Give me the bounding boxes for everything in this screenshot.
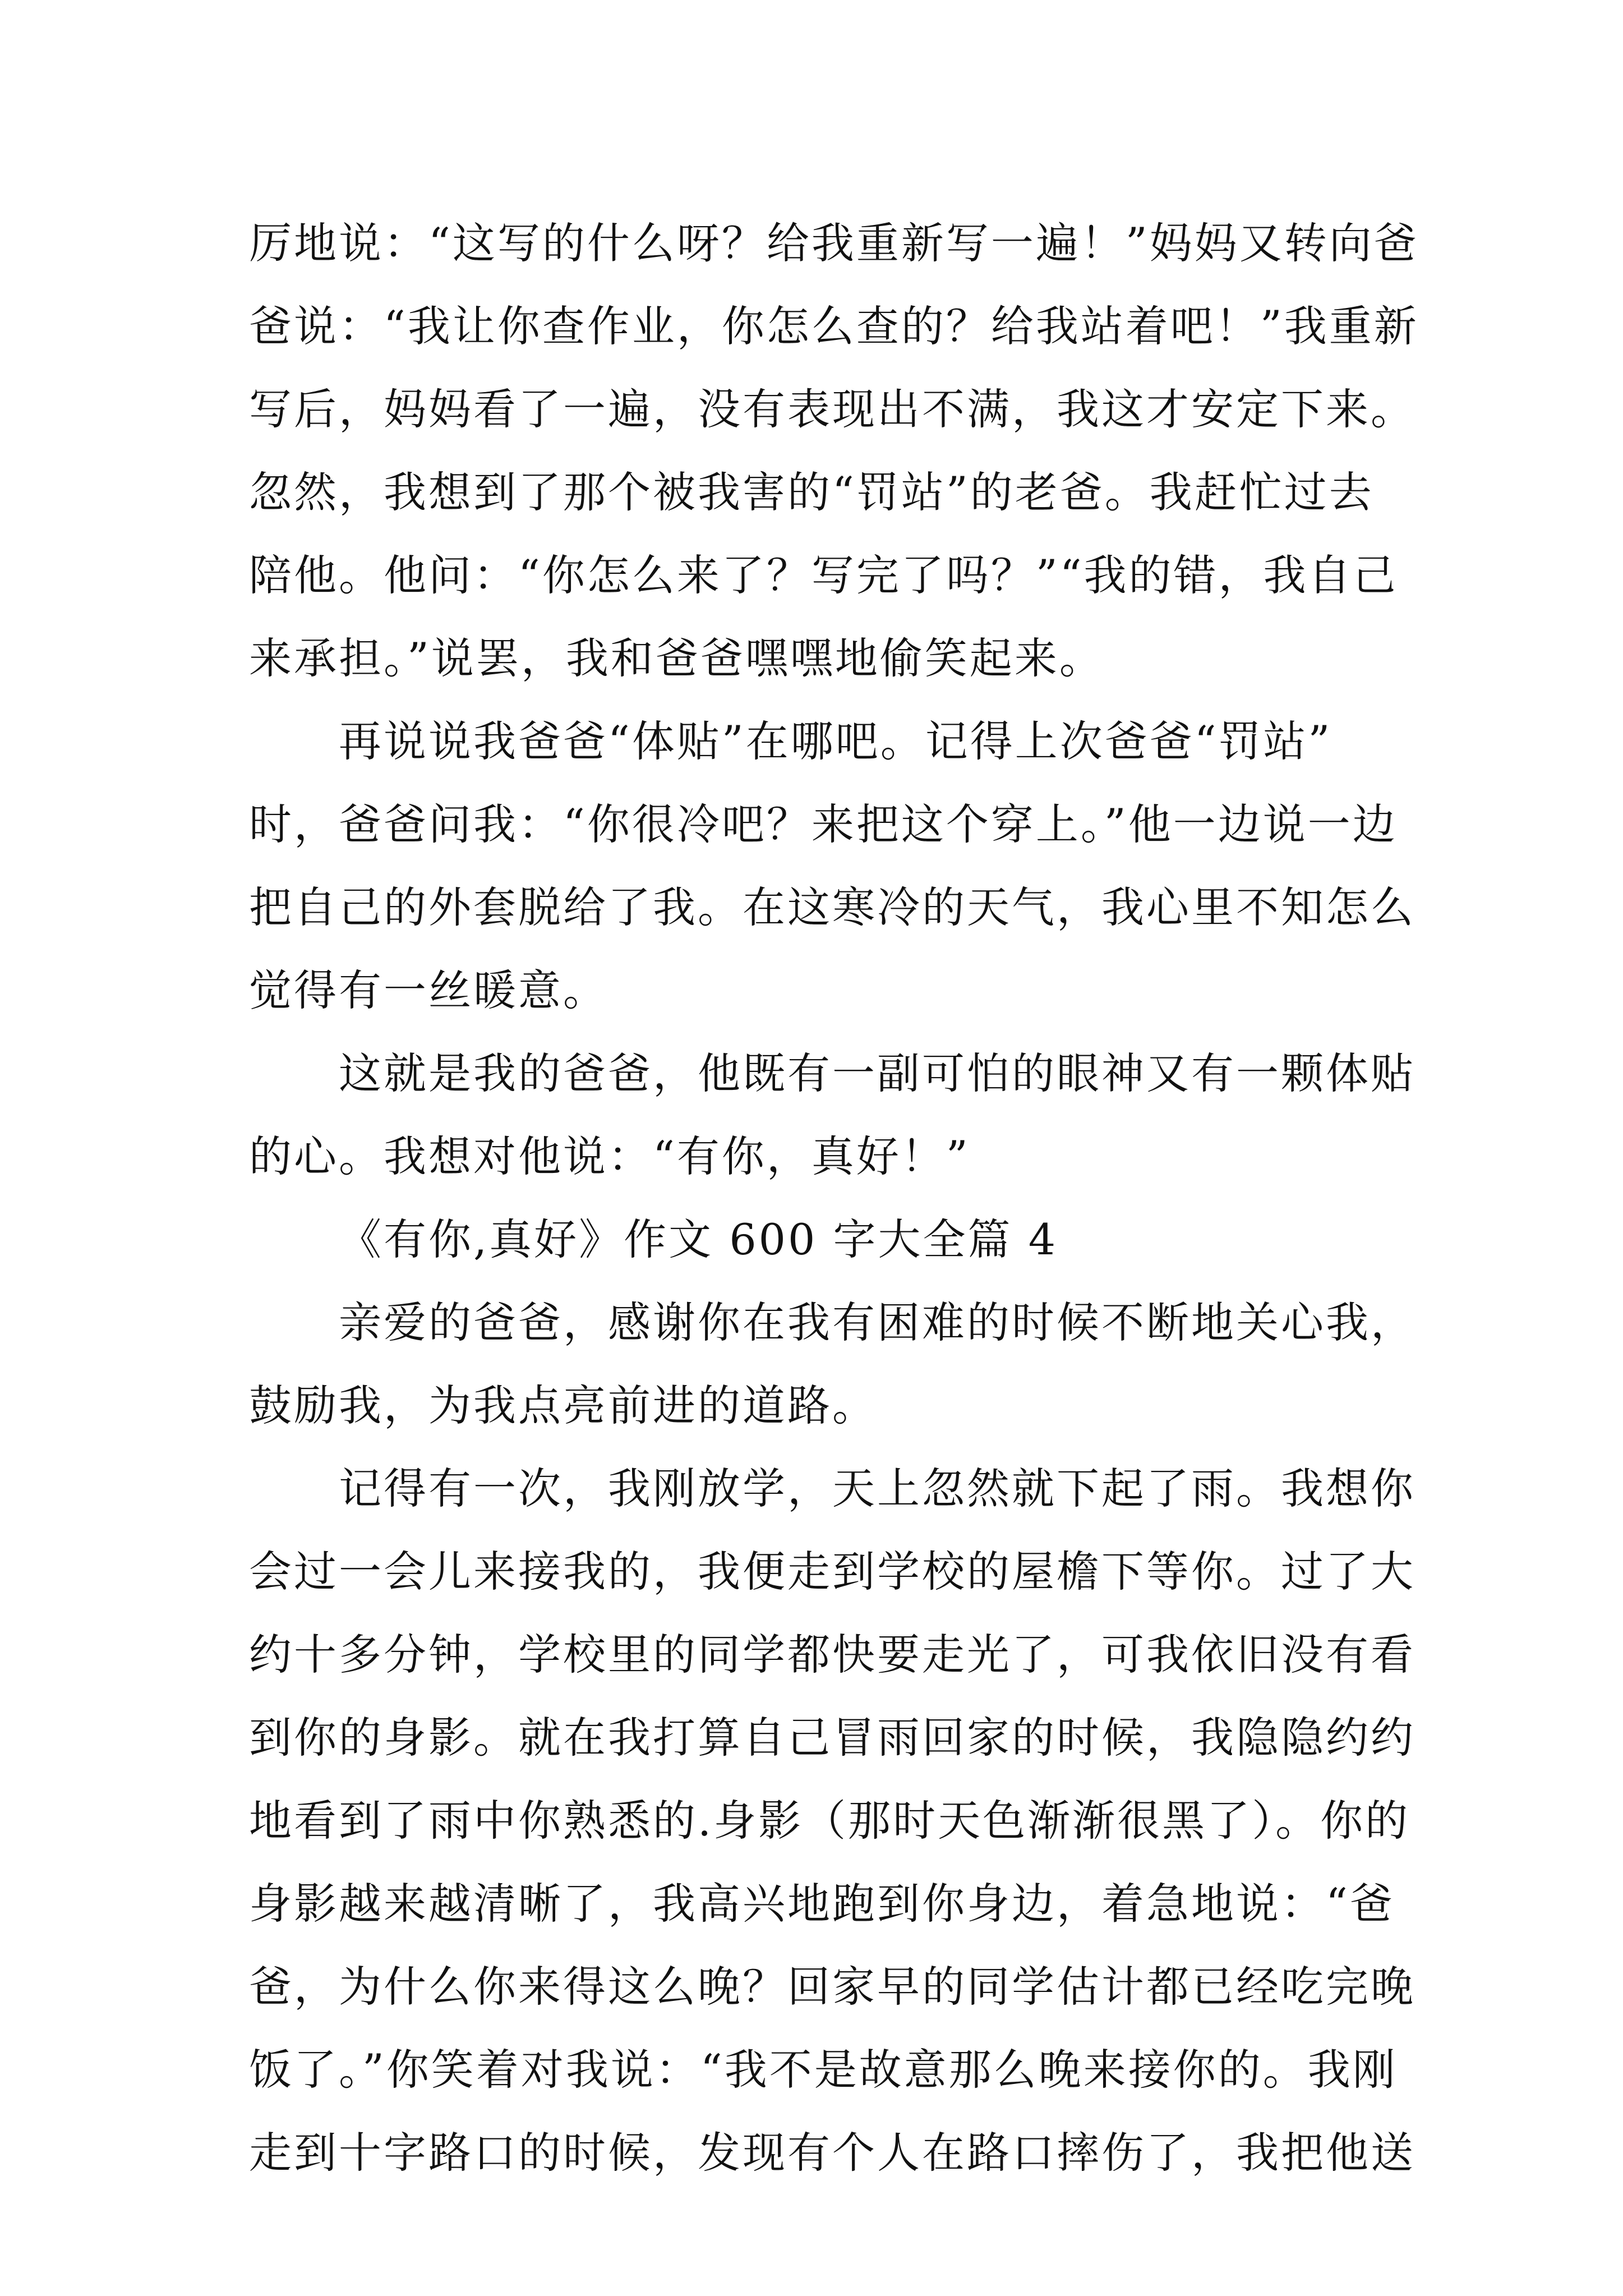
text-line: 厉地说：“这写的什么呀？给我重新写一遍！”妈妈又转向爸 bbox=[249, 218, 1419, 268]
text-line: 爸说：“我让你查作业，你怎么查的？给我站着吧！”我重新 bbox=[249, 301, 1419, 351]
text-line: 到你的身影。就在我打算自己冒雨回家的时候，我隐隐约约 bbox=[249, 1713, 1415, 1763]
text-line: 鼓励我，为我点亮前进的道路。 bbox=[249, 1381, 877, 1430]
text-line: 陪他。他问：“你怎么来了？写完了吗？”“我的错，我自己 bbox=[249, 550, 1398, 600]
text-line: 忽然，我想到了那个被我害的“罚站”的老爸。我赶忙过去 bbox=[249, 467, 1374, 517]
paragraph-4 bbox=[249, 1281, 1415, 1447]
text-line: 记得有一次，我刚放学，天上忽然就下起了雨。我想你 bbox=[339, 1464, 1415, 1513]
section-heading bbox=[249, 1198, 1376, 1281]
text-line: 来承担。”说罢，我和爸爸嘿嘿地偷笑起来。 bbox=[249, 633, 1104, 683]
text-line: 约十多分钟，学校里的同学都快要走光了，可我依旧没有看 bbox=[249, 1630, 1415, 1680]
paragraph-5 bbox=[249, 1447, 1415, 2194]
text-line: 亲爱的爸爸，感谢你在我有困难的时候不断地关心我， bbox=[339, 1297, 1415, 1347]
text-line: 这就是我的爸爸，他既有一副可怕的眼神又有一颗体贴 bbox=[339, 1048, 1415, 1098]
text-line: 走到十字路口的时候，发现有个人在路口摔伤了，我把他送 bbox=[249, 2128, 1415, 2178]
text-line: 再说说我爸爸“体贴”在哪吧。记得上次爸爸“罚站” bbox=[339, 716, 1332, 766]
text-line: 写后，妈妈看了一遍，没有表现出不满，我这才安定下来。 bbox=[249, 384, 1415, 434]
text-line: 把自己的外套脱给了我。在这寒冷的天气，我心里不知怎么 bbox=[249, 882, 1415, 932]
paragraph-2 bbox=[249, 700, 1415, 1032]
text-line: 时，爸爸问我：“你很冷吧？来把这个穿上。”他一边说一边 bbox=[249, 799, 1398, 849]
paragraph-1 bbox=[249, 202, 1419, 700]
text-line: 的心。我想对他说：“有你，真好！” bbox=[249, 1131, 970, 1181]
text-line: 身影越来越清晰了，我高兴地跑到你身边，着急地说：“爸 bbox=[249, 1879, 1395, 1929]
text-line: 地看到了雨中你熟悉的.身影（那时天色渐渐很黑了）。你的 bbox=[249, 1796, 1410, 1846]
text-line: 觉得有一丝暖意。 bbox=[249, 965, 608, 1015]
section-title: 《有你,真好》作文 600 字大全篇 4 bbox=[339, 1214, 1058, 1264]
paragraph-3 bbox=[249, 1032, 1415, 1198]
text-line: 爸，为什么你来得这么晚？回家早的同学估计都已经吃完晚 bbox=[249, 1962, 1415, 2012]
text-line: 会过一会儿来接我的，我便走到学校的屋檐下等你。过了大 bbox=[249, 1547, 1415, 1596]
text-line: 饭了。”你笑着对我说：“我不是故意那么晚来接你的。我刚 bbox=[249, 2045, 1398, 2095]
document-body bbox=[249, 202, 1419, 2194]
